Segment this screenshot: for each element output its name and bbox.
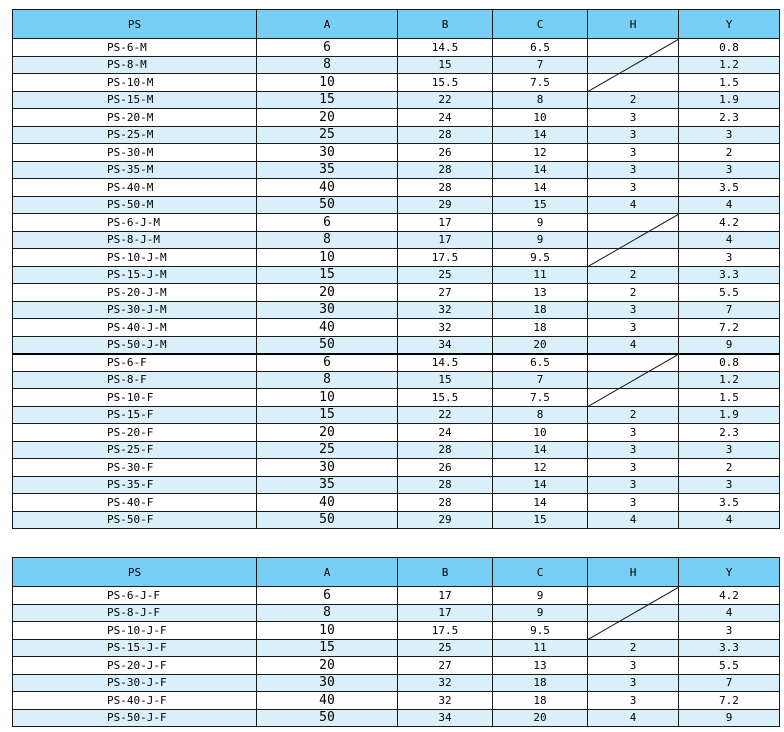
cell-a: 25 <box>257 441 398 459</box>
cell-y: 2 <box>679 459 780 477</box>
cell-a: 8 <box>257 56 398 74</box>
cell-y: 2.3 <box>679 109 780 127</box>
header-y: Y <box>679 558 780 587</box>
table-row <box>13 389 780 407</box>
cell-b: 27 <box>398 657 493 675</box>
header-y: Y <box>679 10 780 39</box>
cell-c: 9 <box>493 214 588 232</box>
cell-a: 6 <box>257 214 398 232</box>
cell-b: 24 <box>398 109 493 127</box>
cell-c: 10 <box>493 109 588 127</box>
cell-ps: PS-25-F <box>13 441 257 459</box>
table-header-row <box>13 558 780 587</box>
cell-ps: PS-15-J-F <box>13 639 257 657</box>
cell-h <box>588 622 679 640</box>
cell-a: 6 <box>257 354 398 372</box>
cell-a: 35 <box>257 161 398 179</box>
cell-ps: PS-20-J-F <box>13 657 257 675</box>
cell-c: 14 <box>493 126 588 144</box>
cell-h: 3 <box>588 476 679 494</box>
cell-c: 15 <box>493 196 588 214</box>
cell-h: 2 <box>588 284 679 302</box>
cell-h: 3 <box>588 459 679 477</box>
spec-table-2 <box>12 557 780 727</box>
table-row <box>13 441 780 459</box>
cell-h <box>588 604 679 622</box>
cell-c: 12 <box>493 144 588 162</box>
cell-y: 3.5 <box>679 494 780 512</box>
cell-h <box>588 389 679 407</box>
header-c: C <box>493 558 588 587</box>
cell-c: 7.5 <box>493 389 588 407</box>
cell-a: 8 <box>257 604 398 622</box>
cell-b: 15 <box>398 56 493 74</box>
cell-a: 30 <box>257 459 398 477</box>
cell-a: 20 <box>257 284 398 302</box>
table-row <box>13 301 780 319</box>
cell-b: 25 <box>398 639 493 657</box>
table-row <box>13 622 780 640</box>
cell-y: 4 <box>679 604 780 622</box>
cell-h: 3 <box>588 126 679 144</box>
cell-h: 3 <box>588 161 679 179</box>
cell-b: 14.5 <box>398 354 493 372</box>
cell-ps: PS-50-J-M <box>13 336 257 354</box>
cell-ps: PS-50-J-F <box>13 709 257 727</box>
cell-b: 29 <box>398 511 493 529</box>
cell-h: 2 <box>588 91 679 109</box>
cell-b: 17 <box>398 587 493 605</box>
cell-h: 4 <box>588 709 679 727</box>
cell-y: 3 <box>679 441 780 459</box>
cell-a: 50 <box>257 196 398 214</box>
cell-h <box>588 249 679 267</box>
cell-ps: PS-35-M <box>13 161 257 179</box>
cell-a: 40 <box>257 179 398 197</box>
cell-c: 7.5 <box>493 74 588 92</box>
cell-y: 2.3 <box>679 424 780 442</box>
table-row <box>13 214 780 232</box>
cell-h <box>588 74 679 92</box>
table-row <box>13 91 780 109</box>
cell-b: 32 <box>398 301 493 319</box>
cell-ps: PS-30-J-M <box>13 301 257 319</box>
cell-a: 6 <box>257 39 398 57</box>
cell-a: 8 <box>257 231 398 249</box>
cell-c: 18 <box>493 319 588 337</box>
cell-y: 3.5 <box>679 179 780 197</box>
cell-c: 18 <box>493 674 588 692</box>
cell-y: 3 <box>679 476 780 494</box>
cell-ps: PS-10-M <box>13 74 257 92</box>
table-row <box>13 179 780 197</box>
cell-h: 3 <box>588 319 679 337</box>
table-row <box>13 657 780 675</box>
cell-ps: PS-15-J-M <box>13 266 257 284</box>
cell-y: 4 <box>679 196 780 214</box>
cell-y: 4.2 <box>679 587 780 605</box>
cell-b: 28 <box>398 179 493 197</box>
cell-b: 26 <box>398 459 493 477</box>
cell-ps: PS-8-F <box>13 371 257 389</box>
table-row <box>13 109 780 127</box>
cell-a: 10 <box>257 74 398 92</box>
table-row <box>13 284 780 302</box>
cell-h: 4 <box>588 196 679 214</box>
cell-a: 15 <box>257 266 398 284</box>
cell-y: 7 <box>679 301 780 319</box>
cell-c: 9 <box>493 231 588 249</box>
spec-table-1 <box>12 9 780 529</box>
cell-b: 17 <box>398 604 493 622</box>
cell-b: 34 <box>398 336 493 354</box>
table-row <box>13 126 780 144</box>
cell-y: 3 <box>679 161 780 179</box>
table-row <box>13 231 780 249</box>
table-row <box>13 336 780 354</box>
cell-a: 50 <box>257 511 398 529</box>
cell-h: 3 <box>588 301 679 319</box>
cell-b: 17 <box>398 214 493 232</box>
cell-a: 30 <box>257 144 398 162</box>
cell-y: 7 <box>679 674 780 692</box>
cell-h: 3 <box>588 494 679 512</box>
cell-c: 20 <box>493 336 588 354</box>
cell-y: 1.2 <box>679 371 780 389</box>
table-row <box>13 494 780 512</box>
table-row <box>13 266 780 284</box>
cell-c: 12 <box>493 459 588 477</box>
cell-b: 28 <box>398 476 493 494</box>
cell-a: 10 <box>257 622 398 640</box>
header-b: B <box>398 10 493 39</box>
cell-c: 18 <box>493 692 588 710</box>
cell-b: 26 <box>398 144 493 162</box>
cell-a: 8 <box>257 371 398 389</box>
table-row <box>13 674 780 692</box>
cell-ps: PS-15-F <box>13 406 257 424</box>
cell-c: 20 <box>493 709 588 727</box>
table-row <box>13 511 780 529</box>
table-header-row <box>13 10 780 39</box>
cell-y: 7.2 <box>679 319 780 337</box>
cell-b: 34 <box>398 709 493 727</box>
header-ps: PS <box>13 10 257 39</box>
cell-h <box>588 39 679 57</box>
cell-y: 4 <box>679 511 780 529</box>
cell-h: 3 <box>588 657 679 675</box>
header-c: C <box>493 10 588 39</box>
cell-h: 3 <box>588 674 679 692</box>
cell-y: 5.5 <box>679 284 780 302</box>
cell-a: 20 <box>257 109 398 127</box>
cell-h: 4 <box>588 511 679 529</box>
cell-h: 3 <box>588 424 679 442</box>
cell-y: 9 <box>679 336 780 354</box>
cell-h: 3 <box>588 179 679 197</box>
table-row <box>13 196 780 214</box>
cell-ps: PS-6-M <box>13 39 257 57</box>
cell-y: 1.5 <box>679 389 780 407</box>
cell-c: 8 <box>493 91 588 109</box>
cell-ps: PS-20-M <box>13 109 257 127</box>
cell-c: 9.5 <box>493 622 588 640</box>
cell-h: 3 <box>588 144 679 162</box>
cell-ps: PS-6-J-M <box>13 214 257 232</box>
cell-b: 28 <box>398 494 493 512</box>
header-h: H <box>588 558 679 587</box>
cell-a: 30 <box>257 674 398 692</box>
table-row <box>13 692 780 710</box>
cell-b: 32 <box>398 319 493 337</box>
cell-b: 22 <box>398 91 493 109</box>
cell-y: 0.8 <box>679 39 780 57</box>
header-ps: PS <box>13 558 257 587</box>
cell-c: 14 <box>493 161 588 179</box>
cell-b: 24 <box>398 424 493 442</box>
cell-b: 28 <box>398 441 493 459</box>
cell-b: 15 <box>398 371 493 389</box>
cell-y: 4 <box>679 231 780 249</box>
cell-ps: PS-20-J-M <box>13 284 257 302</box>
cell-b: 14.5 <box>398 39 493 57</box>
cell-h <box>588 354 679 372</box>
header-b: B <box>398 558 493 587</box>
cell-c: 7 <box>493 371 588 389</box>
cell-c: 15 <box>493 511 588 529</box>
cell-ps: PS-20-F <box>13 424 257 442</box>
cell-b: 32 <box>398 674 493 692</box>
cell-b: 15.5 <box>398 74 493 92</box>
table-row <box>13 39 780 57</box>
cell-ps: PS-8-M <box>13 56 257 74</box>
cell-y: 3.3 <box>679 639 780 657</box>
header-a: A <box>257 558 398 587</box>
cell-ps: PS-40-F <box>13 494 257 512</box>
cell-a: 50 <box>257 336 398 354</box>
cell-ps: PS-10-J-M <box>13 249 257 267</box>
cell-y: 3.3 <box>679 266 780 284</box>
cell-h <box>588 214 679 232</box>
cell-c: 14 <box>493 476 588 494</box>
cell-ps: PS-6-F <box>13 354 257 372</box>
cell-y: 1.9 <box>679 406 780 424</box>
cell-y: 2 <box>679 144 780 162</box>
table-row <box>13 371 780 389</box>
cell-y: 1.5 <box>679 74 780 92</box>
cell-c: 9.5 <box>493 249 588 267</box>
cell-h: 2 <box>588 639 679 657</box>
cell-y: 4.2 <box>679 214 780 232</box>
cell-a: 40 <box>257 319 398 337</box>
cell-ps: PS-25-M <box>13 126 257 144</box>
table-row <box>13 459 780 477</box>
cell-b: 28 <box>398 161 493 179</box>
cell-b: 17 <box>398 231 493 249</box>
table-row <box>13 354 780 372</box>
cell-b: 25 <box>398 266 493 284</box>
cell-ps: PS-8-J-M <box>13 231 257 249</box>
cell-h: 4 <box>588 336 679 354</box>
table-row <box>13 604 780 622</box>
cell-ps: PS-50-F <box>13 511 257 529</box>
cell-ps: PS-15-M <box>13 91 257 109</box>
cell-c: 6.5 <box>493 354 588 372</box>
cell-ps: PS-40-J-F <box>13 692 257 710</box>
cell-ps: PS-10-J-F <box>13 622 257 640</box>
cell-y: 0.8 <box>679 354 780 372</box>
cell-a: 6 <box>257 587 398 605</box>
cell-c: 14 <box>493 179 588 197</box>
cell-b: 22 <box>398 406 493 424</box>
table-row <box>13 587 780 605</box>
table-row <box>13 249 780 267</box>
cell-ps: PS-50-M <box>13 196 257 214</box>
cell-ps: PS-30-J-F <box>13 674 257 692</box>
cell-a: 10 <box>257 249 398 267</box>
cell-c: 11 <box>493 266 588 284</box>
cell-a: 15 <box>257 406 398 424</box>
cell-a: 15 <box>257 91 398 109</box>
cell-c: 13 <box>493 657 588 675</box>
cell-ps: PS-8-J-F <box>13 604 257 622</box>
cell-h: 2 <box>588 266 679 284</box>
cell-a: 35 <box>257 476 398 494</box>
table-row <box>13 319 780 337</box>
cell-ps: PS-30-F <box>13 459 257 477</box>
cell-h <box>588 371 679 389</box>
cell-ps: PS-30-M <box>13 144 257 162</box>
cell-c: 8 <box>493 406 588 424</box>
table-row <box>13 161 780 179</box>
cell-ps: PS-10-F <box>13 389 257 407</box>
cell-y: 3 <box>679 126 780 144</box>
table-row <box>13 709 780 727</box>
table-row <box>13 639 780 657</box>
cell-b: 17.5 <box>398 622 493 640</box>
cell-ps: PS-40-M <box>13 179 257 197</box>
cell-c: 14 <box>493 494 588 512</box>
cell-a: 10 <box>257 389 398 407</box>
table-row <box>13 144 780 162</box>
cell-c: 11 <box>493 639 588 657</box>
cell-b: 17.5 <box>398 249 493 267</box>
cell-h <box>588 56 679 74</box>
cell-b: 32 <box>398 692 493 710</box>
cell-a: 15 <box>257 639 398 657</box>
table-row <box>13 56 780 74</box>
cell-y: 9 <box>679 709 780 727</box>
cell-h <box>588 587 679 605</box>
cell-y: 3 <box>679 622 780 640</box>
table-row <box>13 476 780 494</box>
cell-h <box>588 231 679 249</box>
table-row <box>13 424 780 442</box>
header-h: H <box>588 10 679 39</box>
cell-c: 18 <box>493 301 588 319</box>
cell-c: 13 <box>493 284 588 302</box>
cell-a: 25 <box>257 126 398 144</box>
cell-h: 3 <box>588 441 679 459</box>
cell-a: 40 <box>257 692 398 710</box>
cell-b: 28 <box>398 126 493 144</box>
cell-y: 3 <box>679 249 780 267</box>
table-row <box>13 406 780 424</box>
cell-h: 3 <box>588 692 679 710</box>
cell-b: 15.5 <box>398 389 493 407</box>
cell-y: 5.5 <box>679 657 780 675</box>
cell-h: 3 <box>588 109 679 127</box>
cell-c: 7 <box>493 56 588 74</box>
cell-c: 9 <box>493 604 588 622</box>
cell-b: 27 <box>398 284 493 302</box>
cell-a: 40 <box>257 494 398 512</box>
cell-ps: PS-35-F <box>13 476 257 494</box>
table-row <box>13 74 780 92</box>
cell-y: 1.9 <box>679 91 780 109</box>
cell-y: 1.2 <box>679 56 780 74</box>
header-a: A <box>257 10 398 39</box>
cell-a: 50 <box>257 709 398 727</box>
cell-c: 9 <box>493 587 588 605</box>
cell-c: 14 <box>493 441 588 459</box>
cell-h: 2 <box>588 406 679 424</box>
cell-y: 7.2 <box>679 692 780 710</box>
cell-a: 30 <box>257 301 398 319</box>
cell-a: 20 <box>257 424 398 442</box>
cell-b: 29 <box>398 196 493 214</box>
cell-c: 10 <box>493 424 588 442</box>
cell-a: 20 <box>257 657 398 675</box>
cell-c: 6.5 <box>493 39 588 57</box>
cell-ps: PS-40-J-M <box>13 319 257 337</box>
cell-ps: PS-6-J-F <box>13 587 257 605</box>
